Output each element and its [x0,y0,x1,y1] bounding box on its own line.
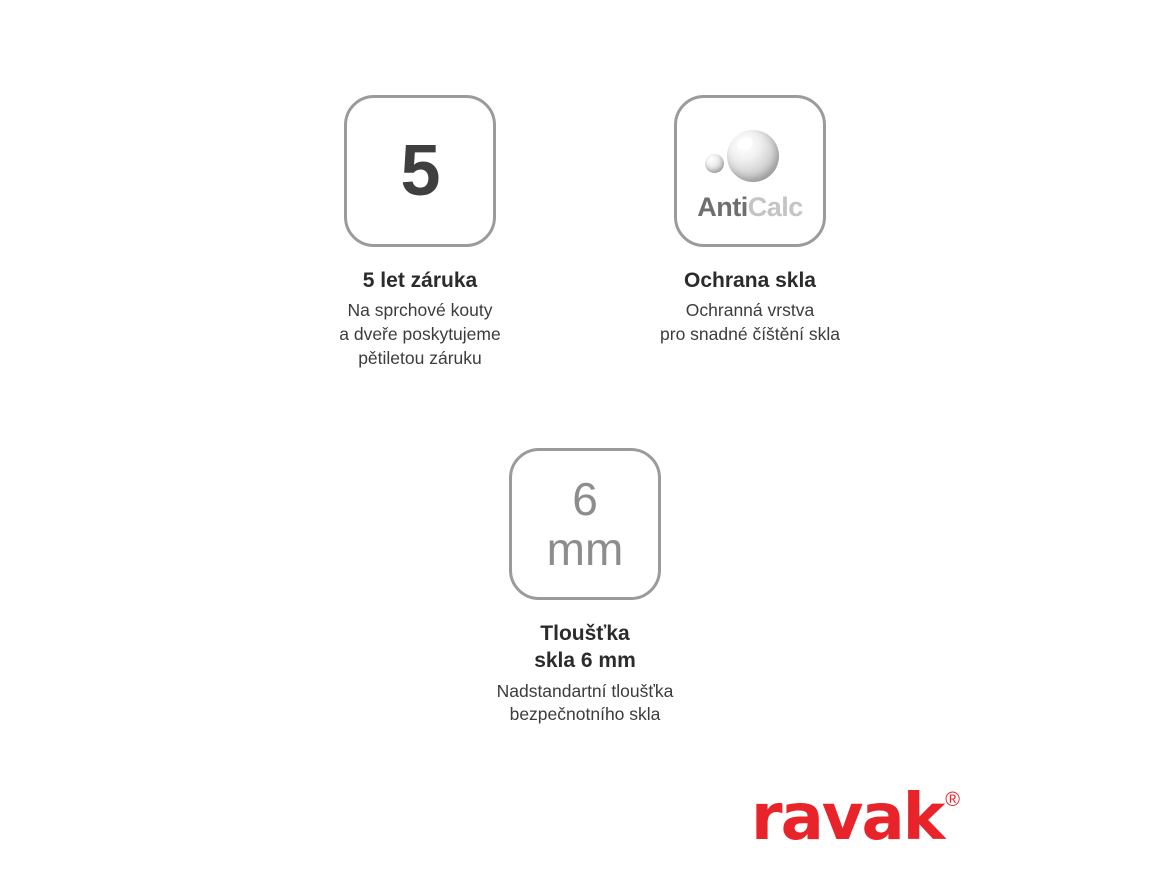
badge-thickness-number: 6 [572,472,598,525]
anticalc-label-anti: Anti [697,191,748,222]
feature-thickness-title-line-1: Tloušťka [540,622,630,645]
feature-glass-protection-description [660,299,840,346]
feature-glass-protection [630,95,870,347]
feature-glass-thickness-description [497,680,674,727]
feature-warranty [300,95,540,370]
feature-glass-desc-line-1: Ochranná vrstva [685,300,815,321]
water-drop-large-icon [727,130,779,182]
badge-number-text: 5 [400,131,440,211]
water-drops-icon [695,128,805,190]
badge-thickness-content [546,472,624,575]
feature-thickness-desc-line-2: bezpečnotního skla [509,704,661,725]
feature-glass-thickness-title [534,620,636,675]
anticalc-graphic [677,98,823,244]
feature-thickness-desc-line-1: Nadstandartní tloušťka [496,680,674,701]
water-drop-small-icon [705,154,724,173]
feature-glass-desc-line-2: pro snadné číštění skla [660,323,840,344]
brand-logo-registered-mark: ® [945,789,960,811]
feature-glass-protection-title: Ochrana skla [684,269,816,292]
anticalc-label [697,192,803,223]
badge-warranty [344,95,496,247]
feature-thickness-title-line-2: skla 6 mm [534,649,636,673]
feature-warranty-desc-line-2: a dveře poskytujeme [339,323,501,344]
feature-warranty-description [339,299,500,370]
feature-warranty-desc-line-3: pětiletou záruku [358,347,482,368]
features-row-top [0,95,1170,370]
badge-thickness-unit: mm [546,523,624,575]
feature-warranty-desc-line-1: Na sprchové kouty [347,300,493,321]
features-row-bottom [0,448,1170,727]
anticalc-label-calc: Calc [747,191,803,222]
feature-glass-thickness [435,448,735,727]
brand-logo-text: ravak [751,781,944,855]
badge-anticalc [674,95,826,247]
brand-logo [751,781,960,855]
feature-warranty-title: 5 let záruka [362,269,478,292]
badge-thickness [509,448,661,600]
